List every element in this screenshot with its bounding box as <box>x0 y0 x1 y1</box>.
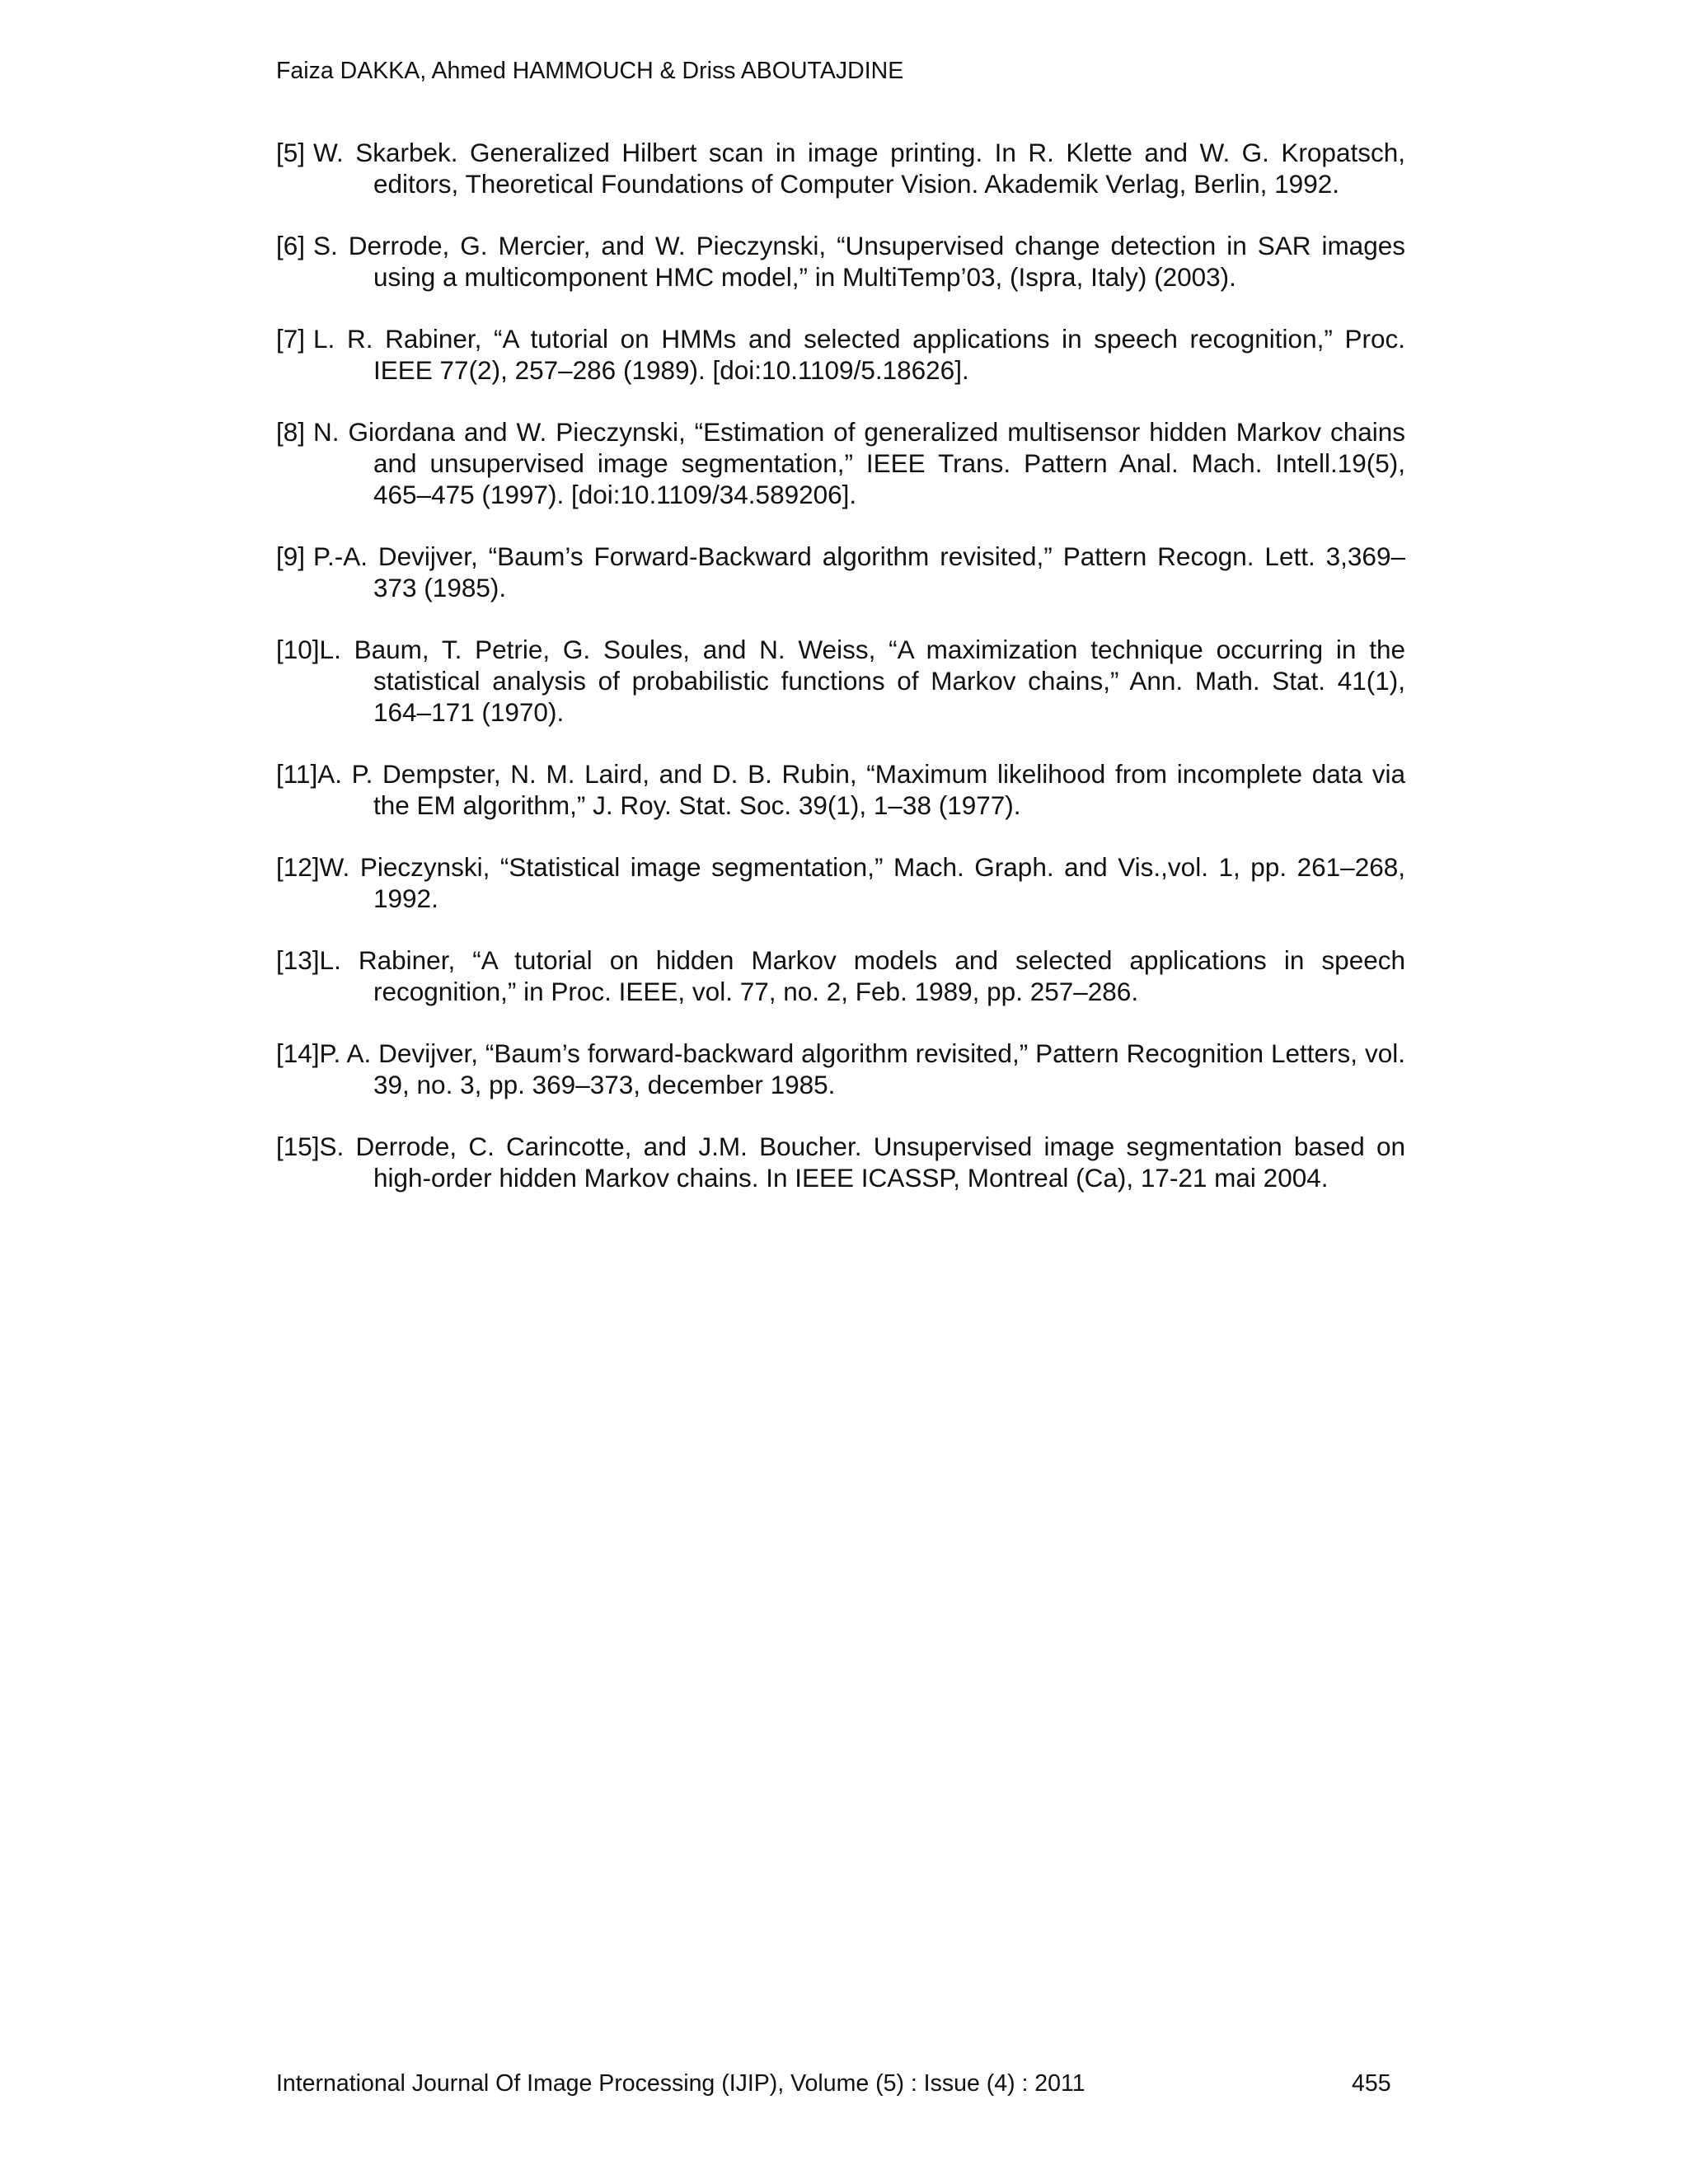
reference-list <box>276 137 1405 1224</box>
reference-text: L. Rabiner, “A tutorial on hidden Markov models and selected applications in speech recognition,” in Proc. IEEE, vol. 77, no. 2, Feb. 1989, pp. 257–286. <box>319 945 1405 1006</box>
reference-number: [6] <box>276 231 306 260</box>
reference-text: N. Giordana and W. Pieczynski, “Estimation of generalized multisensor hidden Markov chains and unsupervised image segmentation,” IEEE Trans. Pattern Anal. Mach. Intell.19(5), 465–475 (1997). [doi:10.1109/34.589206]. <box>313 417 1405 509</box>
reference-number: [12] <box>276 852 320 882</box>
reference-item <box>276 851 1405 914</box>
reference-number: [15] <box>276 1132 320 1161</box>
reference-item <box>276 634 1405 728</box>
reference-item <box>276 758 1405 821</box>
reference-item <box>276 323 1405 386</box>
reference-item <box>276 1131 1405 1193</box>
reference-text: S. Derrode, C. Carincotte, and J.M. Boucher. Unsupervised image segmentation based on high-order hidden Markov chains. In IEEE ICASSP, Montreal (Ca), 17-21 mai 2004. <box>319 1132 1405 1193</box>
reference-number: [5] <box>276 138 306 167</box>
reference-item <box>276 230 1405 293</box>
reference-number: [9] <box>276 541 306 571</box>
reference-item <box>276 1038 1405 1100</box>
reference-item <box>276 944 1405 1007</box>
reference-text: P.-A. Devijver, “Baum’s Forward-Backward algorithm revisited,” Pattern Recogn. Lett. 3,369–373 (1985). <box>313 541 1405 602</box>
reference-text: W. Pieczynski, “Statistical image segmentation,” Mach. Graph. and Vis.,vol. 1, pp. 261–268, 1992. <box>319 852 1405 913</box>
footer-journal-citation: International Journal Of Image Processing (IJIP), Volume (5) : Issue (4) : 2011 <box>276 2070 1085 2097</box>
reference-number: [13] <box>276 945 320 975</box>
reference-number: [14] <box>276 1038 320 1068</box>
reference-number: [7] <box>276 324 306 354</box>
running-header-authors: Faiza DAKKA, Ahmed HAMMOUCH & Driss ABOUTAJDINE <box>276 58 904 84</box>
reference-text: A. P. Dempster, N. M. Laird, and D. B. Rubin, “Maximum likelihood from incomplete data via the EM algorithm,” J. Roy. Stat. Soc. 39(1), 1–38 (1977). <box>317 759 1405 820</box>
reference-item <box>276 137 1405 199</box>
footer-page-number: 455 <box>1352 2070 1391 2097</box>
reference-text: P. A. Devijver, “Baum’s forward-backward algorithm revisited,” Pattern Recognition Letters, vol. 39, no. 3, pp. 369–373, december 1985. <box>319 1038 1405 1099</box>
reference-text: W. Skarbek. Generalized Hilbert scan in image printing. In R. Klette and W. G. Kropatsch, editors, Theoretical Foundations of Computer Vision. Akademik Verlag, Berlin, 1992. <box>313 138 1405 199</box>
reference-number: [8] <box>276 417 306 447</box>
reference-text: L. R. Rabiner, “A tutorial on HMMs and selected applications in speech recognition,” Proc. IEEE 77(2), 257–286 (1989). [doi:10.1109/5.18626]. <box>313 324 1405 385</box>
reference-item <box>276 416 1405 510</box>
reference-number: [11] <box>276 759 318 789</box>
reference-item <box>276 541 1405 603</box>
reference-text: L. Baum, T. Petrie, G. Soules, and N. Weiss, “A maximization technique occurring in the statistical analysis of probabilistic functions of Markov chains,” Ann. Math. Stat. 41(1), 164–171 (1970). <box>319 635 1405 727</box>
reference-number: [10] <box>276 635 320 664</box>
reference-text: S. Derrode, G. Mercier, and W. Pieczynski, “Unsupervised change detection in SAR images using a multicomponent HMC model,” in MultiTemp’03, (Ispra, Italy) (2003). <box>313 231 1405 292</box>
